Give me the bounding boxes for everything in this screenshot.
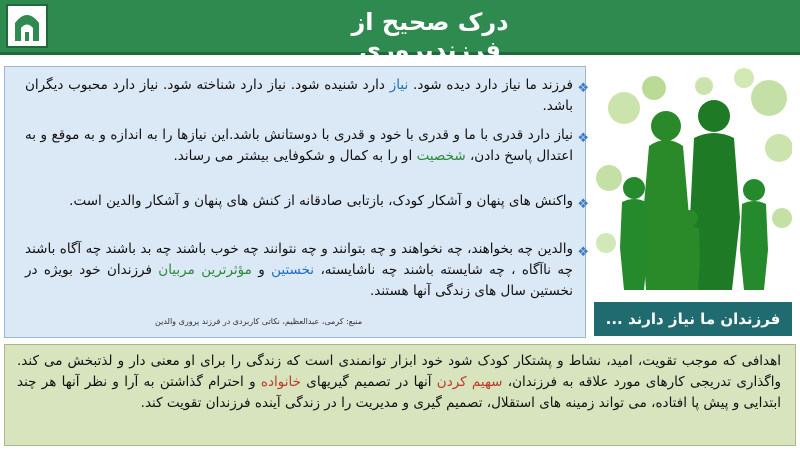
diamond-bullet-icon: ❖: [577, 245, 589, 260]
header-bar: [0, 0, 800, 64]
bullet-paragraph-4: ❖ والدین چه بخواهند، چه نخواهند و چه بتوانند و چه نتوانند چه خوب باشند چه بد باشند چه آگاه باشند چه ناآگاه ، چه شایسته باشند چه ناشایسته، نخستین و مؤثرترین مربیان فرزندان خود بویژه در نخستین سال های زندگی آنها هستند.: [25, 241, 589, 299]
main-text-panel: [4, 66, 589, 338]
shrine-logo-icon: [6, 4, 48, 48]
diamond-bullet-icon: ❖: [577, 81, 589, 96]
source-credit: منبع: کرمی، عبدالعظیم، نکاتی کاربردی در فرزند پروری والدین: [155, 317, 363, 326]
bullet-paragraph-3: ❖ واکنش های پنهان و آشکار کودک، بازتابی صادقانه از کنش های پنهان و آشکار والدین است.: [25, 191, 573, 212]
bullet-paragraph-1: ❖ فرزند ما نیاز دارد دیده شود. نیاز دارد شنیده شود. نیاز دارد شناخته شود. نیاز دارد محبوب دیگران باشد.: [25, 77, 589, 114]
diamond-bullet-icon: ❖: [577, 131, 589, 146]
bottom-text-panel: [4, 344, 796, 446]
bullet-paragraph-2: ❖ نیاز دارد قدری با ما و قدری با خود و قدری با دوستانش باشد.این نیازها را به اندازه و به موقع و به اعتدال پاسخ دادن، شخصیت او را به کمال و شکوفایی بیشتر می رساند.: [25, 127, 589, 164]
page-title: درک صحیح از فرزندپروری: [351, 8, 509, 64]
diamond-bullet-icon: ❖: [577, 197, 589, 212]
image-caption: فرزندان ما نیاز دارند ...: [594, 302, 792, 336]
family-silhouette-image: [594, 68, 792, 300]
bottom-paragraph: اهدافی که موجب تقویت، امید، نشاط و پشتکار کودک شود خود ابزار توانمندی است که زندگی را برای او معنی دار و لذتبخش می کند. واگذاری تدریجی کارهای مورد علاقه به فرزندان، سهیم کردن آنها در تصمیم گیریهای خانواده و احترام گذاشتن به آرا و نظر آنها هر چند ابتدایی و پیش پا افتاده، می تواند زمینه های استقلال، تصمیم گیری و مدیریت را در زندگی آینده فرزندان تقویت کند.: [17, 353, 781, 411]
